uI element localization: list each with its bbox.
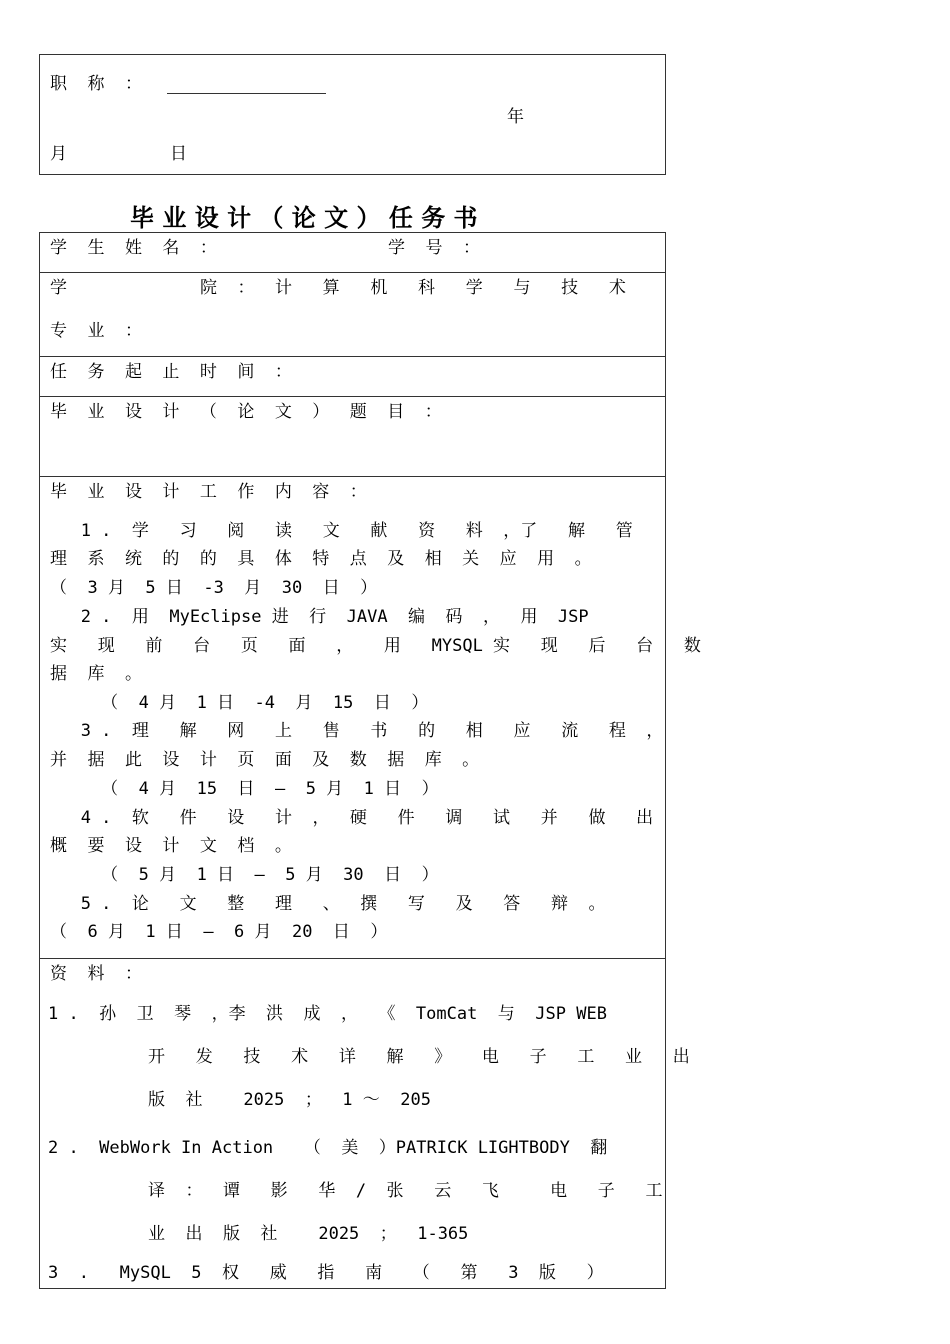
student-id-label: 学 号 ： [388,238,480,258]
reference-line: 3 . MySQL 5 权 威 指 南 （ 第 3 版 ） [48,1263,604,1283]
content-line: （ 6 月 1 日 — 6 月 20 日 ） [50,922,388,942]
title-label: 职 称 ： [50,74,142,94]
content-line: 据 库 。 [50,664,142,684]
materials-label: 资 料 ： [50,964,142,984]
page-title: 毕 业 设 计 （ 论 文 ） 任 务 书 [130,204,478,232]
row-divider [39,356,666,357]
row-divider [39,396,666,397]
major-label: 专 业 ： [50,321,142,341]
content-line: （ 4 月 15 日 — 5 月 1 日 ） [50,779,439,799]
row-divider [39,958,666,959]
title-underline [167,93,326,94]
content-line: 理 系 统 的 的 具 体 特 点 及 相 关 应 用 。 [50,549,592,569]
college-value: 院 ： 计 算 机 科 学 与 技 术 [200,278,626,298]
content-line: 实 现 前 台 页 面 ， 用 MYSQL 实 现 后 台 数 [50,636,701,656]
reference-line: 业 出 版 社 2025 ； 1-365 [148,1224,469,1244]
content-line: 5 . 论 文 整 理 、 撰 写 及 答 辩 。 [50,894,606,914]
row-divider [39,272,666,273]
period-label: 任 务 起 止 时 间 ： [50,362,292,382]
signature-box [39,54,666,175]
student-name-label: 学 生 姓 名 ： [50,238,217,258]
content-line: 2 . 用 MyEclipse 进 行 JAVA 编 码 ， 用 JSP [50,607,589,627]
reference-line: 版 社 2025 ； 1 ～ 205 [148,1090,431,1110]
topic-label: 毕 业 设 计 （ 论 文 ） 题 目 ： [50,402,442,422]
content-line: （ 4 月 1 日 -4 月 15 日 ） [50,693,429,713]
content-line: 并 据 此 设 计 页 面 及 数 据 库 。 [50,750,480,770]
content-line: 1 . 学 习 阅 读 文 献 资 料 ，了 解 管 [50,521,633,541]
reference-line: 开 发 技 术 详 解 》 电 子 工 业 出 [148,1047,690,1067]
month-label: 月 [50,144,67,164]
day-label: 日 [170,144,187,164]
content-label: 毕 业 设 计 工 作 内 容 ： [50,482,367,502]
college-label: 学 [50,278,67,298]
content-line: 4 . 软 件 设 计 ， 硬 件 调 试 并 做 出 [50,808,654,828]
reference-line: 1 . 孙 卫 琴 ，李 洪 成 ， 《 TomCat 与 JSP WEB [48,1004,607,1024]
content-line: 3 . 理 解 网 上 售 书 的 相 应 流 程 ， [50,721,664,741]
reference-line: 2 . WebWork In Action （ 美 ）PATRICK LIGHTBODY 翻 [48,1138,608,1158]
year-label: 年 [507,107,524,127]
row-divider [39,476,666,477]
reference-line: 译 ： 谭 影 华 / 张 云 飞 电 子 工 [148,1181,663,1201]
content-line: （ 3 月 5 日 -3 月 30 日 ） [50,578,378,598]
content-line: 概 要 设 计 文 档 。 [50,836,292,856]
content-line: （ 5 月 1 日 — 5 月 30 日 ） [50,865,439,885]
